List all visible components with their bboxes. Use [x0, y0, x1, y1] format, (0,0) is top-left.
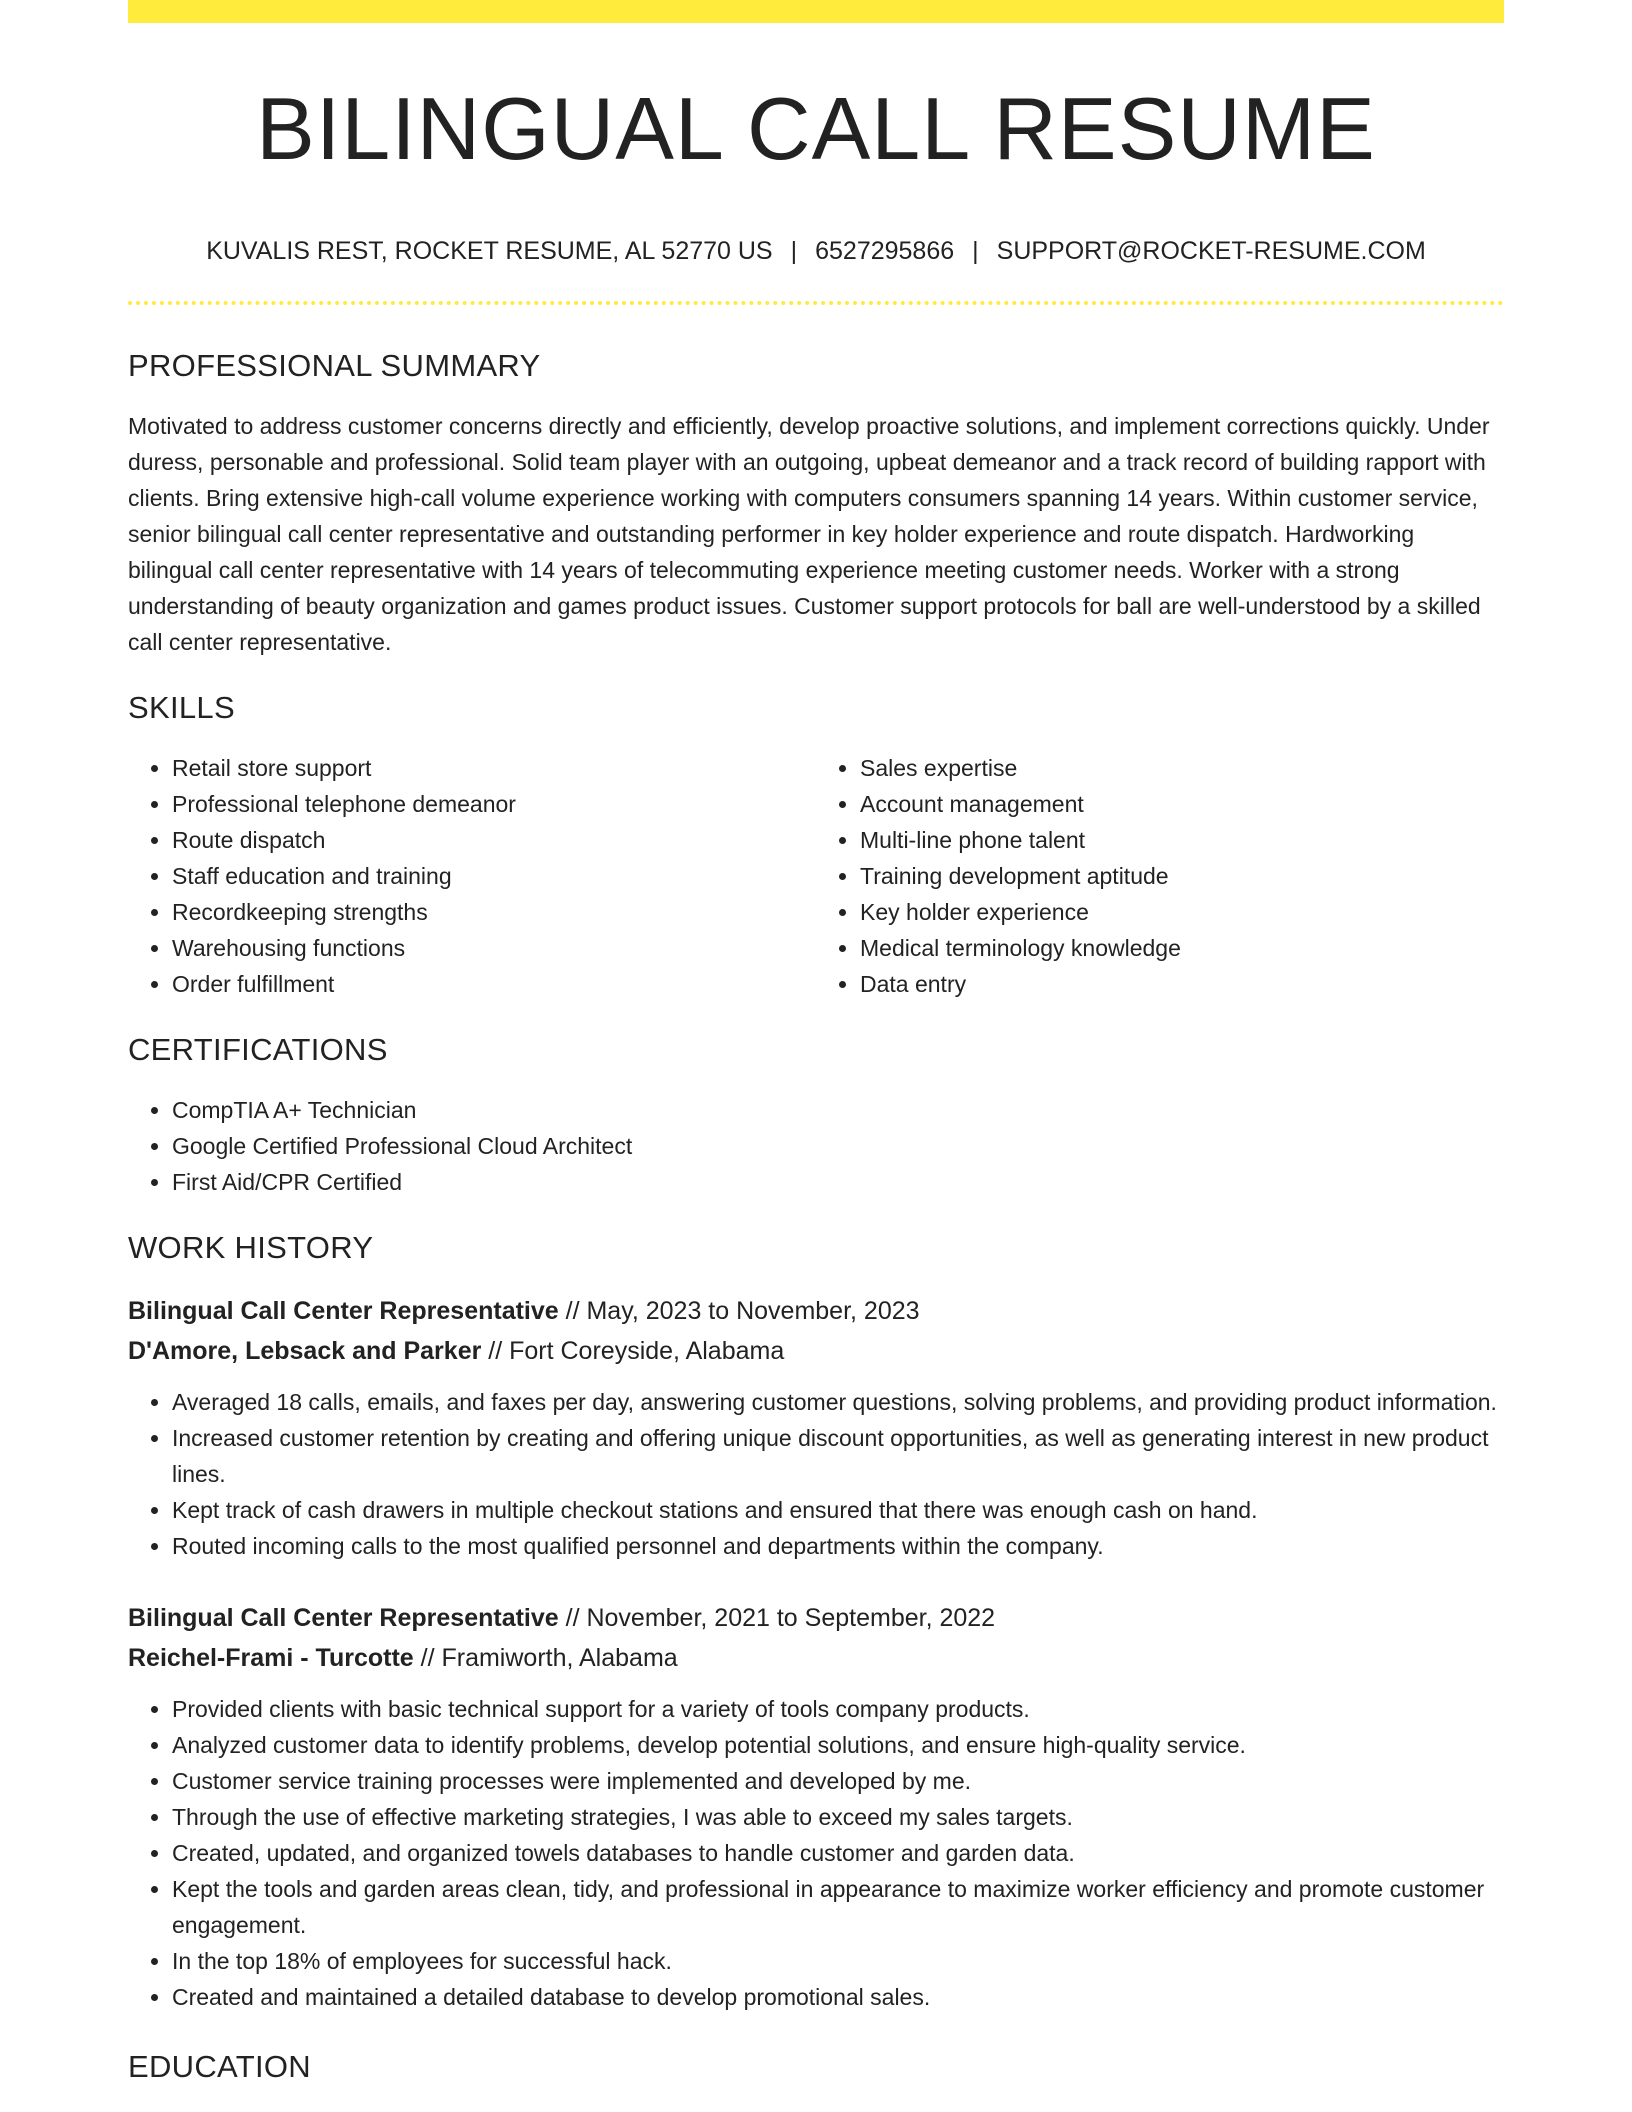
- job-bullets: [128, 1384, 1504, 1564]
- job-company-line: [128, 1638, 1504, 1678]
- job-bullet: • Averaged 18 calls, emails, and faxes per day, answering customer questions, solving problems, and providing product information.: [172, 1384, 1504, 1420]
- contact-email: SUPPORT@ROCKET-RESUME.COM: [996, 237, 1426, 265]
- job-bullet: • Routed incoming calls to the most qualified personnel and departments within the company.: [172, 1528, 1504, 1564]
- skill-item: • Staff education and training: [172, 858, 816, 894]
- job-bullet: • In the top 18% of employees for successful hack.: [172, 1943, 1504, 1979]
- contact-phone: 6527295866: [815, 237, 955, 265]
- summary-text: Motivated to address customer concerns directly and efficiently, develop proactive solutions, and implement corrections quickly. Under duress, personable and professional. Solid team player with an outgoing, upbeat demeanor and a track record of building rapport with clients. Bring extensive high-call volume experience working with computers consumers spanning 14 years. Within customer service, senior bilingual call center representative and outstanding performer in key holder experience and route dispatch. Hardworking bilingual call center representative with 14 years of telecommuting experience meeting customer needs. Worker with a strong understanding of beauty organization and games product issues. Customer support protocols for ball are well-understood by a skilled call center representative.: [128, 413, 1490, 655]
- skill-item: • Recordkeeping strengths: [172, 894, 816, 930]
- job-title-line: [128, 1598, 1504, 1638]
- work-history-heading: WORK HISTORY: [128, 1230, 374, 1265]
- skill-item: • Warehousing functions: [172, 930, 816, 966]
- job-bullet: • Through the use of effective marketing strategies, I was able to exceed my sales targets.: [172, 1799, 1504, 1835]
- skill-item: • Account management: [860, 786, 1504, 822]
- skill-item: • Route dispatch: [172, 822, 816, 858]
- resume-title: BILINGUAL CALL RESUME: [256, 79, 1376, 178]
- job-dates: // May, 2023 to November, 2023: [558, 1297, 920, 1325]
- job-title: Bilingual Call Center Representative: [128, 1604, 559, 1632]
- skill-item: • Order fulfillment: [172, 966, 816, 1002]
- job-bullet: • Created and maintained a detailed database to develop promotional sales.: [172, 1979, 1504, 2015]
- job-bullet: • Customer service training processes were implemented and developed by me.: [172, 1763, 1504, 1799]
- skill-item: • Data entry: [860, 966, 1504, 1002]
- skills-columns: [128, 750, 1504, 1002]
- certifications-list: [128, 1092, 1504, 1200]
- job-bullet: • Kept the tools and garden areas clean, tidy, and professional in appearance to maximize worker efficiency and promote customer engagement.: [172, 1871, 1504, 1943]
- job-title: Bilingual Call Center Representative: [128, 1297, 559, 1325]
- contact-separator: |: [972, 237, 979, 265]
- job-bullet: • Kept track of cash drawers in multiple checkout stations and ensured that there was enough cash on hand.: [172, 1492, 1504, 1528]
- contact-address: KUVALIS REST, ROCKET RESUME, AL 52770 US: [206, 237, 773, 265]
- skills-heading: SKILLS: [128, 690, 235, 725]
- job-bullets: [128, 1691, 1504, 2015]
- job-dates: // November, 2021 to September, 2022: [558, 1604, 996, 1632]
- skills-left-list: [128, 750, 816, 1002]
- job-entry: [128, 1598, 1504, 2015]
- job-bullet: • Provided clients with basic technical support for a variety of tools company products.: [172, 1691, 1504, 1727]
- skill-item: • Sales expertise: [860, 750, 1504, 786]
- contact-line: [128, 235, 1504, 267]
- job-bullet: • Increased customer retention by creating and offering unique discount opportunities, as well as generating interest in new product lines.: [172, 1420, 1504, 1492]
- job-bullet: • Analyzed customer data to identify problems, develop potential solutions, and ensure high-quality service.: [172, 1727, 1504, 1763]
- job-company: Reichel-Frami - Turcotte: [128, 1644, 414, 1672]
- job-bullet: • Created, updated, and organized towels databases to handle customer and garden data.: [172, 1835, 1504, 1871]
- skill-item: • Retail store support: [172, 750, 816, 786]
- dotted-divider: [128, 301, 1504, 305]
- resume-content: [128, 0, 1504, 2087]
- skill-item: • Medical terminology knowledge: [860, 930, 1504, 966]
- skill-item: • Training development aptitude: [860, 858, 1504, 894]
- contact-separator: |: [790, 237, 798, 265]
- job-title-line: [128, 1291, 1504, 1331]
- education-heading: EDUCATION: [128, 2049, 311, 2084]
- certifications-heading: CERTIFICATIONS: [128, 1032, 388, 1067]
- job-company-line: [128, 1331, 1504, 1371]
- job-location: // Framiworth, Alabama: [413, 1644, 678, 1672]
- job-company: D'Amore, Lebsack and Parker: [128, 1337, 482, 1365]
- certification-item: • Google Certified Professional Cloud Architect: [172, 1128, 1504, 1164]
- skill-item: • Key holder experience: [860, 894, 1504, 930]
- job-location: // Fort Coreyside, Alabama: [481, 1337, 785, 1365]
- skill-item: • Multi-line phone talent: [860, 822, 1504, 858]
- certification-item: • CompTIA A+ Technician: [172, 1092, 1504, 1128]
- summary-heading: PROFESSIONAL SUMMARY: [128, 348, 541, 383]
- job-entry: [128, 1291, 1504, 1564]
- skill-item: • Professional telephone demeanor: [172, 786, 816, 822]
- certification-item: • First Aid/CPR Certified: [172, 1164, 1504, 1200]
- skills-right-list: [816, 750, 1504, 1002]
